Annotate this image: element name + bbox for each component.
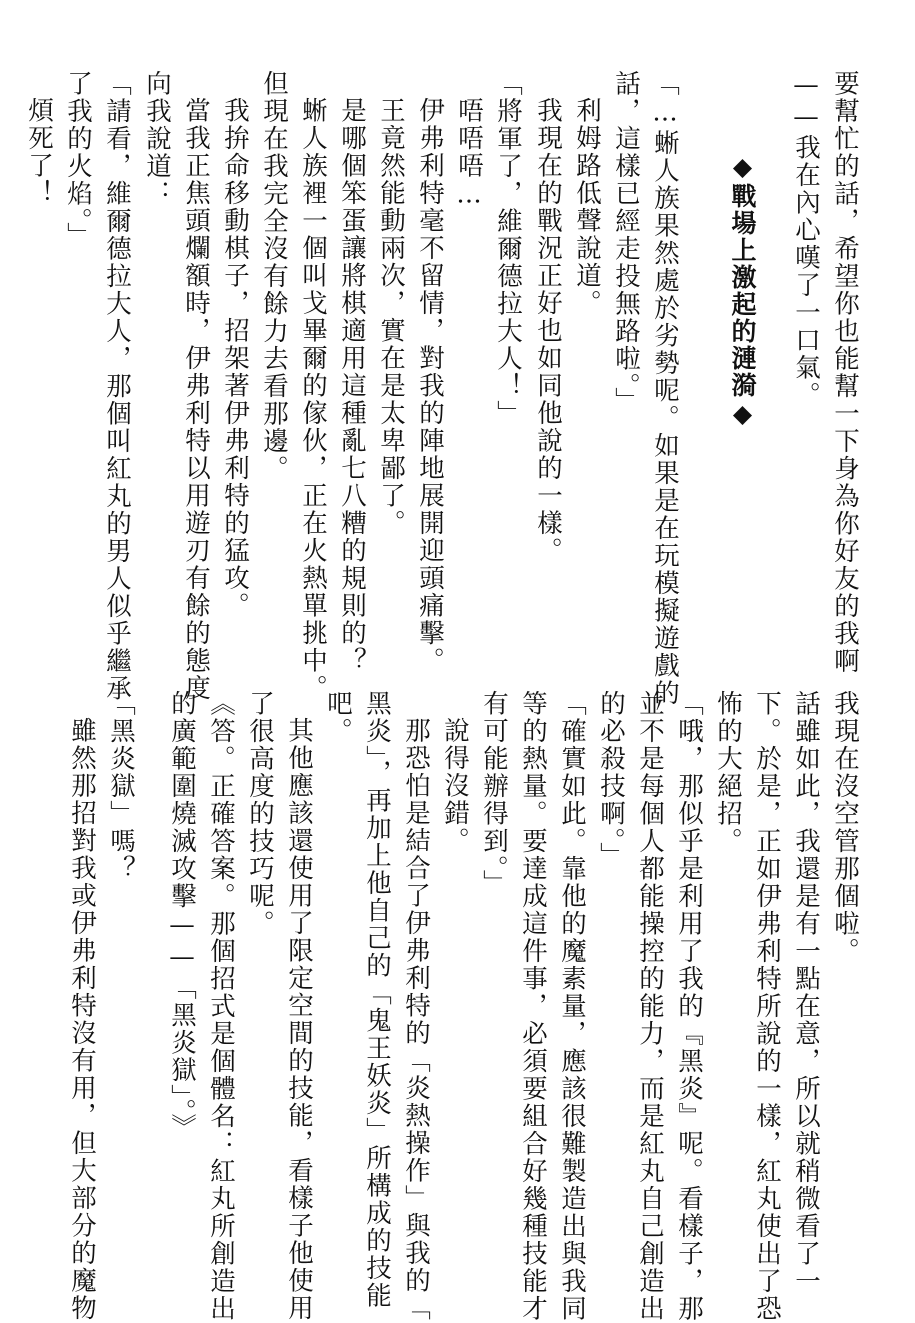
section-heading: ◆戰場上激起的漣漪◆ [728,152,757,430]
text-column: 但現在我完全沒有餘力去看那邊。 [259,70,289,483]
text-column: 煩死了！ [24,97,54,207]
text-column: 話，這樣已經走投無路啦。」 [611,70,641,415]
text-column: ——我在內心嘆了一口氣。 [791,70,821,409]
text-column: 的廣範圍燒滅攻擊——「黑炎獄」。》 [167,690,197,1141]
text-column: 黑炎」，再加上他自己的「鬼王妖炎」所構成的技能 [362,690,392,1310]
text-column: 我現在的戰況正好也如同他說的一樣。 [533,97,563,565]
text-column: 其他應該還使用了限定空間的技能，看樣子他使用 [284,717,314,1322]
text-column: 有可能辦得到。」 [479,690,509,898]
text-column: 說得沒錯。 [440,717,470,855]
text-column: 怖的大絕招。 [713,690,743,855]
text-column: 了很高度的技巧呢。 [245,690,275,938]
text-column: 當我正焦頭爛額時，伊弗利特以用遊刃有餘的態度 [181,97,211,702]
text-column: 「請看，維爾德拉大人，那個叫紅丸的男人似乎繼承 [102,70,132,703]
text-column: 唔唔唔… [454,97,484,212]
text-column: 「將軍了，維爾德拉大人！」 [493,70,523,428]
text-column: 那恐怕是結合了伊弗利特的「炎熱操作」與我的「 [401,717,431,1322]
text-column: 「哦，那似乎是利用了我的『黑炎』呢。看樣子，那 [674,690,704,1323]
text-column: 王竟然能動兩次，實在是太卑鄙了。 [376,97,406,537]
text-column: 「確實如此。靠他的魔素量，應該很難製造出與我同 [557,690,587,1323]
text-column: 蜥人族裡一個叫戈畢爾的傢伙，正在火熱單挑中。 [298,97,328,702]
text-column: 下。於是，正如伊弗利特所說的一樣，紅丸使出了恐 [752,690,782,1323]
text-column: 「黑炎獄」嗎？ [106,690,136,883]
text-column: 話雖如此，我還是有一點在意，所以就稍微看了一 [791,690,821,1295]
text-column: 要幫忙的話，希望你也能幫一下身為你好友的我啊 [830,70,860,675]
text-column: 我現在沒空管那個啦。 [830,690,860,965]
text-column: 《答。正確答案。那個招式是個體名：紅丸所創造出 [206,690,236,1323]
text-column: 的必殺技啊。」 [596,690,626,870]
text-column: 吧。 [323,690,353,745]
text-column: 利姆路低聲說道。 [572,97,602,317]
text-column: 了我的火焰。」 [63,70,93,250]
text-column: 伊弗利特毫不留情，對我的陣地展開迎頭痛擊。 [415,97,445,675]
text-column: 「…蜥人族果然處於劣勢呢。如果是在玩模擬遊戲的 [650,70,680,707]
text-column: 雖然那招對我或伊弗利特沒有用，但大部分的魔物 [67,717,97,1322]
text-column: 是哪個笨蛋讓將棋適用這種亂七八糟的規則的？ [337,97,367,675]
text-column: 等的熱量。要達成這件事，必須要組合好幾種技能才 [518,690,548,1323]
text-column: 向我說道： [142,70,172,208]
text-column: 並不是每個人都能操控的能力，而是紅丸自己創造出 [635,690,665,1323]
text-column: 我拚命移動棋子，招架著伊弗利特的猛攻。 [220,97,250,620]
